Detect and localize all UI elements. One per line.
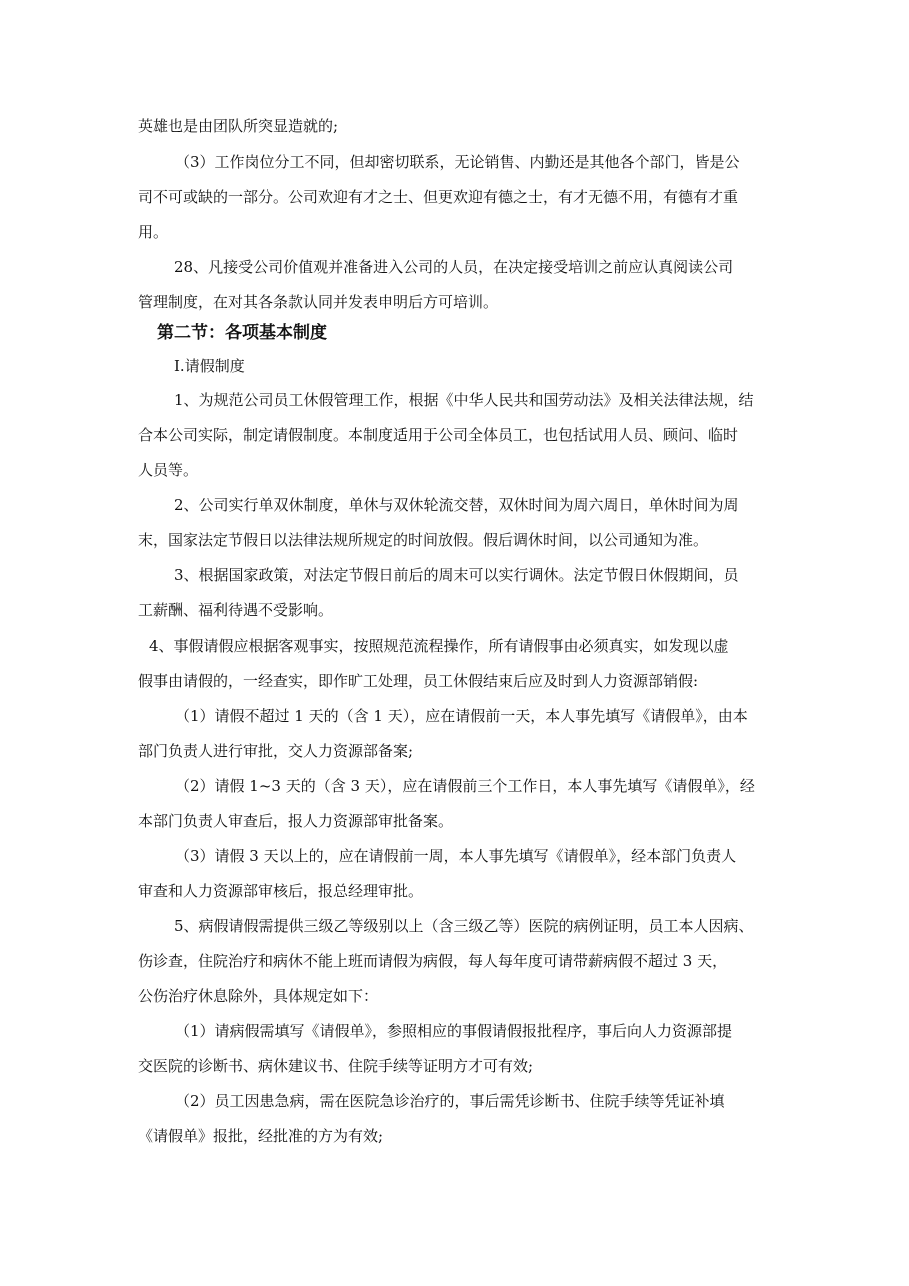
text-line: 4、事假请假应根据客观事实，按照规范流程操作，所有请假事由必须真实，如发现以虚 <box>149 637 729 655</box>
text-line: 假事由请假的，一经查实，即作旷工处理，员工休假结束后应及时到人力资源部销假: <box>138 672 699 690</box>
text-line: 用。 <box>138 223 169 241</box>
text-line: 交医院的诊断书、病休建议书、住院手续等证明方才可有效; <box>138 1057 534 1075</box>
text-line: 公伤治疗休息除外，具体规定如下： <box>138 987 379 1005</box>
text-line: （1）请病假需填写《请假单》，参照相应的事假请假报批程序，事后向人力资源部提 <box>175 1022 733 1040</box>
text-line: 合本公司实际，制定请假制度。本制度适用于公司全体员工，也包括试用人员、顾问、临时 <box>138 426 739 444</box>
text-line: 末，国家法定节假日以法律法规所规定的时间放假。假后调休时间，以公司通知为准。 <box>138 531 709 549</box>
text-line: 人员等。 <box>138 461 199 479</box>
text-line: Ⅰ.请假制度 <box>174 357 245 375</box>
section-heading: 第二节：各项基本制度 <box>157 323 327 343</box>
text-line: （3）请假 3 天以上的，应在请假前一周，本人事先填写《请假单》，经本部门负责人 <box>175 847 737 865</box>
text-line: 1、为规范公司员工休假管理工作，根据《中华人民共和国劳动法》及相关法律法规，结 <box>174 391 754 409</box>
text-line: （1）请假不超过 1 天的（含 1 天），应在请假前一天，本人事先填写《请假单》，由本 <box>175 707 748 725</box>
text-line: 28、凡接受公司价值观并准备进入公司的人员，在决定接受培训之前应认真阅读公司 <box>174 258 734 276</box>
text-line: 工薪酬、福利待遇不受影响。 <box>138 601 334 619</box>
text-line: 《请假单》报批，经批准的方为有效; <box>138 1127 384 1145</box>
text-line: 本部门负责人审查后，报人力资源部审批备案。 <box>138 812 454 830</box>
text-line: 5、病假请假需提供三级乙等级别以上（含三级乙等）医院的病例证明，员工本人因病、 <box>174 917 754 935</box>
text-line: （3）工作岗位分工不同，但却密切联系，无论销售、内勤还是其他各个部门，皆是公 <box>175 153 740 171</box>
text-line: 审查和人力资源部审核后，报总经理审批。 <box>138 882 424 900</box>
text-line: （2）请假 1~3 天的（含 3 天），应在请假前三个工作日，本人事先填写《请假单》，经 <box>175 777 755 795</box>
text-line: 英雄也是由团队所突显造就的; <box>138 117 339 135</box>
text-line: 管理制度，在对其各条款认同并发表申明后方可培训。 <box>138 293 499 311</box>
text-line: 部门负责人进行审批，交人力资源部备案; <box>138 742 414 760</box>
text-line: （2）员工因患急病，需在医院急诊治疗的，事后需凭诊断书、住院手续等凭证补填 <box>175 1092 725 1110</box>
text-line: 司不可或缺的一部分。公司欢迎有才之士、但更欢迎有德之士，有才无德不用，有德有才重 <box>138 188 739 206</box>
text-line: 伤诊查，住院治疗和病休不能上班而请假为病假，每人每年度可请带薪病假不超过 3 天， <box>138 952 728 970</box>
text-line: 3、根据国家政策，对法定节假日前后的周末可以实行调休。法定节假日休假期间，员 <box>174 566 739 584</box>
text-line: 2、公司实行单双休制度，单休与双休轮流交替，双休时间为周六周日，单休时间为周 <box>174 496 739 514</box>
